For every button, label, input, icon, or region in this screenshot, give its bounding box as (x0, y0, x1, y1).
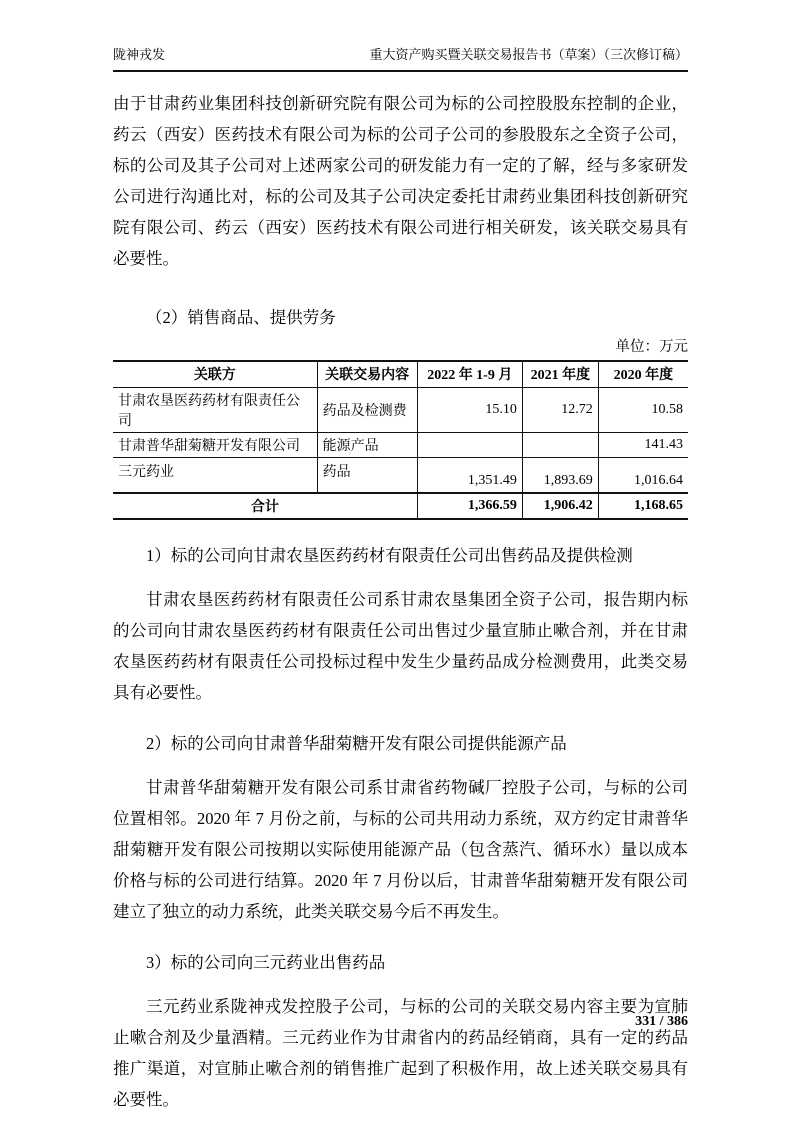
page-header (113, 44, 688, 72)
table-header-row (113, 361, 688, 387)
table-row (113, 432, 688, 457)
page-number: 331 / 386 (635, 1014, 688, 1029)
subsection-3-paragraph: 三元药业系陇神戎发控股子公司，与标的公司的关联交易内容主要为宣肺止嗽合剂及少量酒精。三元药业作为甘肃省内的药品经销商，具有一定的药品推广渠道，对宣肺止嗽合剂的销售推广起到了积极作用，故上述关联交易具有必要性。 (113, 997, 688, 1109)
unit-label: 单位：万元 (615, 339, 688, 355)
total-2022-cell: 1,366.59 (417, 493, 522, 519)
subsection-1-heading: 1）标的公司向甘肃农垦医药药材有限责任公司出售药品及提供检测 (146, 546, 633, 565)
col-header-2020: 2020 年度 (598, 361, 688, 387)
subsection-3-heading: 3）标的公司向三元药业出售药品 (146, 953, 386, 972)
content-cell: 药品 (317, 457, 417, 493)
total-2020-cell: 1,168.65 (598, 493, 688, 519)
intro-paragraph: 由于甘肃药业集团科技创新研究院有限公司为标的公司控股股东控制的企业，药云（西安）医药技术有限公司为标的公司子公司的参股股东之全资子公司，标的公司及其子公司对上述两家公司的研发能力有一定的了解，经与多家研发公司进行沟通比对，标的公司及其子公司决定委托甘肃药业集团科技创新研究院有限公司、药云（西安）医药技术有限公司进行相关研发，该关联交易具有必要性。 (113, 94, 688, 268)
value-2020-cell: 1,016.64 (598, 457, 688, 493)
value-2022-cell (417, 432, 522, 457)
value-2020-cell: 10.58 (598, 387, 688, 432)
subsection-2-paragraph: 甘肃普华甜菊糖开发有限公司系甘肃省药物碱厂控股子公司，与标的公司位置相邻。2020 年 7 月份之前，与标的公司共用动力系统，双方约定甘肃普华甜菊糖开发有限公司按期以实际使用能源产品（包含蒸汽、循环水）量以成本价格与标的公司进行结算。2020 年 7 月份以后，甘肃普华甜菊糖开发有限公司建立了独立的动力系统，此类关联交易今后不再发生。 (113, 778, 688, 921)
table-row (113, 457, 688, 493)
value-2021-cell: 12.72 (522, 387, 598, 432)
subsection-1-paragraph: 甘肃农垦医药药材有限责任公司系甘肃农垦集团全资子公司，报告期内标的公司向甘肃农垦医药药材有限责任公司出售过少量宣肺止嗽合剂，并在甘肃农垦医药药材有限责任公司投标过程中发生少量药品成分检测费用，此类交易具有必要性。 (113, 590, 688, 702)
header-right-title: 重大资产购买暨关联交易报告书（草案）（三次修订稿） (369, 47, 688, 62)
content-cell: 药品及检测费 (317, 387, 417, 432)
party-cell: 三元药业 (113, 457, 317, 493)
col-header-content: 关联交易内容 (317, 361, 417, 387)
total-label-cell: 合计 (113, 493, 417, 519)
content-cell: 能源产品 (317, 432, 417, 457)
header-left-title: 陇神戎发 (113, 47, 166, 62)
total-2021-cell: 1,906.42 (522, 493, 598, 519)
related-transactions-table (113, 360, 688, 520)
party-cell: 甘肃普华甜菊糖开发有限公司 (113, 432, 317, 457)
col-header-2022: 2022 年 1-9 月 (417, 361, 522, 387)
col-header-party: 关联方 (193, 368, 236, 384)
section-heading: （2）销售商品、提供劳务 (146, 308, 336, 327)
col-header-2021: 2021 年度 (522, 361, 598, 387)
value-2021-cell (522, 432, 598, 457)
value-2022-cell: 1,351.49 (417, 457, 522, 493)
value-2022-cell: 15.10 (417, 387, 522, 432)
table-row (113, 387, 688, 432)
subsection-2-heading: 2）标的公司向甘肃普华甜菊糖开发有限公司提供能源产品 (146, 734, 567, 753)
party-cell: 甘肃农垦医药药材有限责任公司 (113, 387, 317, 432)
value-2020-cell: 141.43 (598, 432, 688, 457)
value-2021-cell: 1,893.69 (522, 457, 598, 493)
table-total-row (113, 493, 688, 519)
